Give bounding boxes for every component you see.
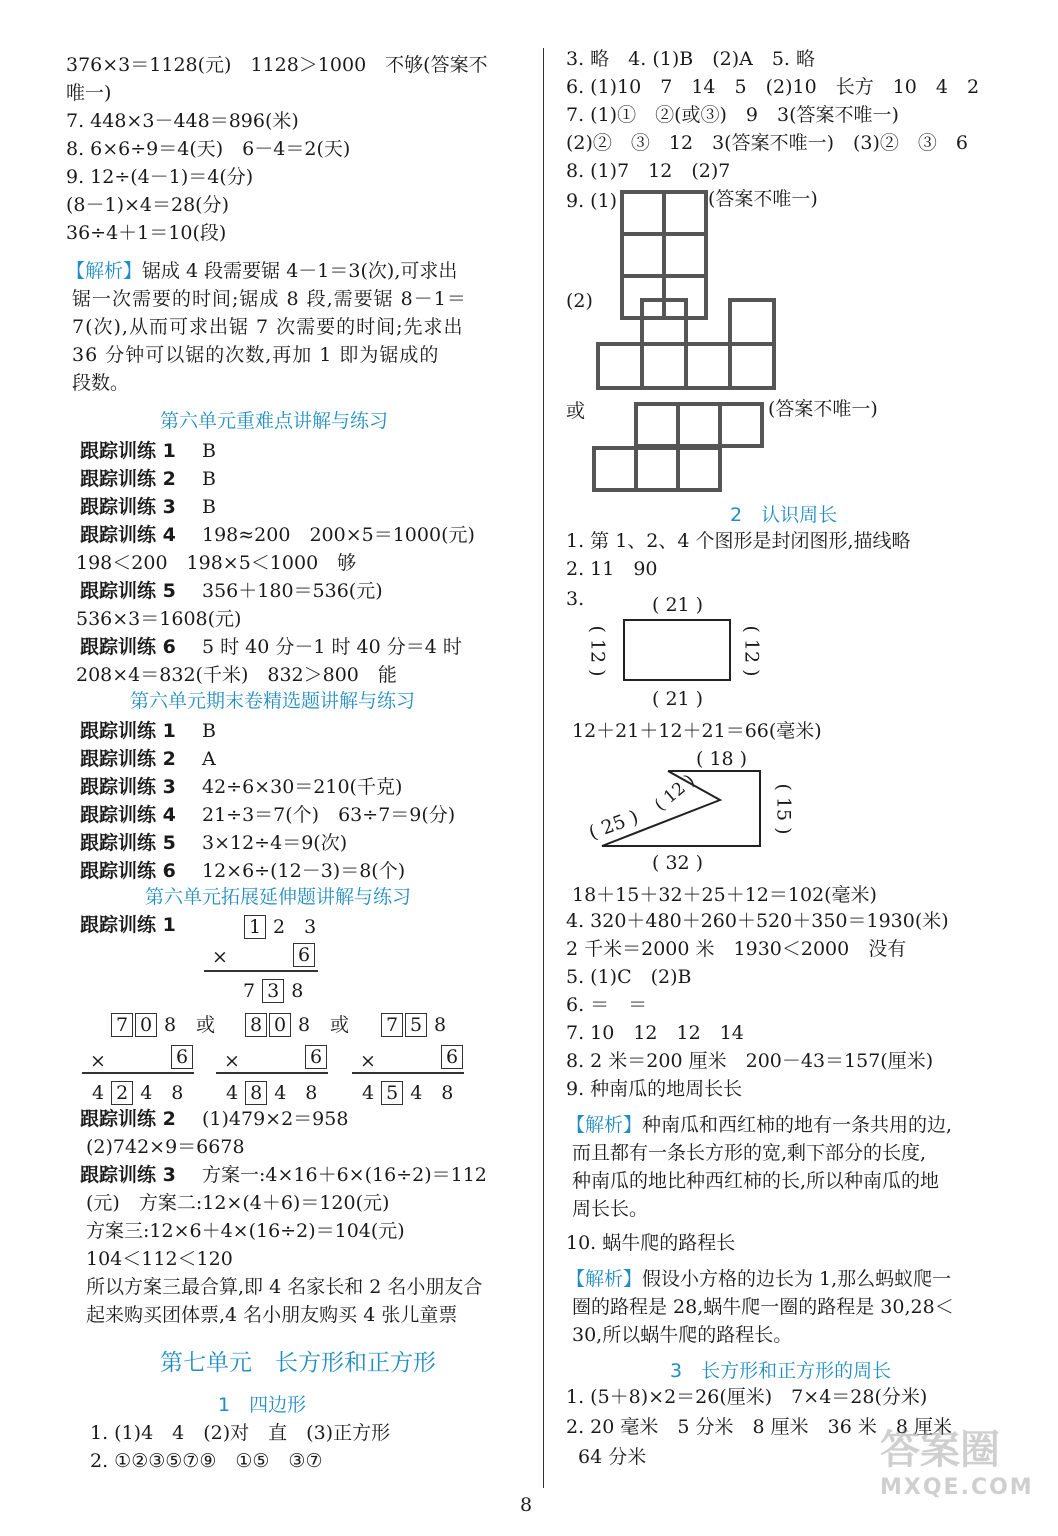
alt-mult-op: × — [224, 1050, 240, 1072]
q9-note: (答案不唯一) — [768, 398, 878, 420]
track-value: 198＜200 198×5＜1000 够 — [76, 552, 357, 574]
text-line: 7. (1)① ②(或③) 9 3(答案不唯一) — [566, 104, 899, 126]
text-line: 1. (1)4 4 (2)对 直 (3)正方形 — [90, 1422, 391, 1444]
alt-mult-result: 4 8 4 8 — [226, 1082, 318, 1104]
text-line: 7. 448×3－448＝896(米) — [66, 110, 299, 132]
analysis-line: 段数。 — [72, 372, 130, 394]
alt-mult-multiplier: 6 — [170, 1044, 194, 1070]
mult-top: 1 2 3 — [243, 914, 316, 940]
text-line: 36÷4＋1＝10(段) — [66, 222, 227, 244]
track-label: 跟踪训练 6 — [80, 636, 176, 658]
rect-label-left: ( 12 ) — [586, 625, 609, 677]
text-line: 7. 10 12 12 14 — [566, 1022, 744, 1044]
q9-label: 9. (1) — [566, 190, 618, 212]
shape-equation: 18＋15＋32＋25＋12＝102(毫米) — [572, 884, 877, 906]
text-line: 3. 略 4. (1)B (2)A 5. 略 — [566, 48, 816, 70]
text-line: 9. 12÷(4－1)＝4(分) — [66, 166, 254, 188]
text-line: 376×3＝1128(元) 1128＞1000 不够(答案不 — [66, 54, 488, 76]
alt-mult-top: 7 5 8 — [380, 1012, 446, 1038]
shape-label-right: ( 15 ) — [772, 783, 795, 835]
track-value: 起来购买团体票,4 名小朋友购买 4 张儿童票 — [86, 1304, 458, 1326]
track-label: 跟踪训练 1 — [80, 914, 176, 936]
alt-mult-result: 4 2 4 8 — [92, 1082, 184, 1104]
track-label: 跟踪训练 1 — [80, 720, 176, 742]
watermark-url: MXQE.COM — [880, 1475, 1034, 1500]
text-line: 4. 320＋480＋260＋520＋350＝1930(米) — [566, 910, 949, 932]
track-value: B — [202, 468, 216, 490]
or-word: 或 — [196, 1014, 216, 1036]
alt-mult-top: 7 0 8 — [110, 1012, 176, 1038]
text-line: 唯一) — [66, 82, 112, 104]
track-label: 跟踪训练 3 — [80, 776, 176, 798]
analysis-line: 36 分钟可以锯的次数,再加 1 即为锯成的 — [72, 344, 440, 366]
track-value: (元) 方案二:12×(4＋6)＝120(元) — [86, 1192, 390, 1214]
q9-or: 或 — [566, 400, 586, 422]
text-line: 9. 种南瓜的地周长长 — [566, 1078, 743, 1100]
mult-result: 7 3 8 — [243, 980, 304, 1002]
text-line: 1. (5＋8)×2＝26(厘米) 7×4＝28(分米) — [566, 1386, 928, 1408]
section-heading: 3 长方形和正方形的周长 — [670, 1360, 892, 1382]
unit-heading: 第七单元 长方形和正方形 — [160, 1350, 436, 1376]
rect-label-right: ( 12 ) — [740, 625, 763, 677]
alt-mult-result: 4 5 4 8 — [362, 1082, 454, 1104]
text-line: 2. ①②③⑤⑦⑨ ①⑤ ③⑦ — [90, 1450, 323, 1472]
text-line: 2. 20 毫米 5 分米 8 厘米 36 米 8 厘米 — [566, 1416, 952, 1438]
track-value: (1)479×2＝958 — [202, 1108, 349, 1130]
text-line: 10. 蜗牛爬的路程长 — [566, 1232, 736, 1254]
track-value: 方案一:4×16＋6×(16÷2)＝112 — [202, 1164, 487, 1186]
watermark-text: 答案圈 — [880, 1427, 1000, 1473]
alt-mult-top: 8 0 8 — [244, 1012, 310, 1038]
alt-mult-op: × — [90, 1050, 106, 1072]
analysis-line: 圈的路程是 28,蜗牛爬一圈的路程是 30,28＜ — [572, 1296, 954, 1318]
track-value: 12×6÷(12－3)＝8(个) — [202, 860, 406, 882]
or-word: 或 — [330, 1014, 350, 1036]
track-value: 198≈200 200×5＝1000(元) — [202, 524, 475, 546]
track-label: 跟踪训练 3 — [80, 1164, 176, 1186]
rect-label-bottom: ( 21 ) — [652, 688, 704, 710]
track-value: B — [202, 720, 216, 742]
track-value: 42÷6×30＝210(千克) — [202, 776, 403, 798]
rect-label-top: ( 21 ) — [652, 594, 704, 616]
track-value: 3×12÷4＝9(次) — [202, 832, 348, 854]
track-value: (2)742×9＝6678 — [86, 1136, 245, 1158]
alt-mult-op: × — [360, 1050, 376, 1072]
text-line: 6. ＝ ＝ — [566, 994, 648, 1016]
track-value: 所以方案三最合算,即 4 名家长和 2 名小朋友合 — [86, 1276, 483, 1298]
analysis-line: 种南瓜的地比种西红柿的长,所以种南瓜的地 — [572, 1170, 940, 1192]
mult-op: × — [212, 946, 228, 968]
track-value: 536×3＝1608(元) — [76, 608, 242, 630]
track-value: 方案三:12×6＋4×(16÷2)＝104(元) — [86, 1220, 405, 1242]
analysis-line: 【解析】锯成 4 段需要锯 4－1＝3(次),可求出 — [66, 260, 458, 282]
text-line: (8－1)×4＝28(分) — [66, 194, 230, 216]
section-heading: 2 认识周长 — [730, 504, 838, 526]
track-label: 跟踪训练 6 — [80, 860, 176, 882]
track-value: A — [202, 748, 216, 770]
analysis-line: 【解析】假设小方格的边长为 1,那么蚂蚁爬一 — [566, 1268, 952, 1290]
track-value: 356＋180＝536(元) — [202, 580, 383, 602]
alt-mult-multiplier: 6 — [304, 1044, 328, 1070]
mult-multiplier: 6 — [292, 942, 316, 968]
track-label: 跟踪训练 5 — [80, 580, 176, 602]
track-label: 跟踪训练 5 — [80, 832, 176, 854]
track-label: 跟踪训练 4 — [80, 524, 176, 546]
track-value: 21÷3＝7(个) 63÷7＝9(分) — [202, 804, 456, 826]
analysis-line: 7(次),从而可求出锯 7 次需要的时间;先求出 — [72, 316, 464, 338]
text-line: 64 分米 — [578, 1446, 647, 1468]
text-line: 8. (1)7 12 (2)7 — [566, 160, 731, 182]
alt-mult-multiplier: 6 — [440, 1044, 464, 1070]
text-line: 8. 2 米＝200 厘米 200－43＝157(厘米) — [566, 1050, 934, 1072]
analysis-line: 而且都有一条长方形的宽,剩下部分的长度, — [572, 1142, 927, 1164]
analysis-line: 周长长。 — [572, 1198, 649, 1220]
track-label: 跟踪训练 2 — [80, 748, 176, 770]
track-label: 跟踪训练 1 — [80, 440, 176, 462]
section-heading: 1 四边形 — [218, 1394, 307, 1416]
text-line: 6. (1)10 7 14 5 (2)10 长方 10 4 2 — [566, 76, 980, 98]
q9-note: (答案不唯一) — [708, 188, 818, 210]
section-heading: 第六单元拓展延伸题讲解与练习 — [145, 886, 412, 908]
text-line: 2 千米＝2000 米 1930＜2000 没有 — [566, 938, 907, 960]
section-heading: 第六单元重难点讲解与练习 — [160, 410, 389, 432]
q9-part2-label: (2) — [566, 290, 593, 312]
shape-label-top: ( 18 ) — [696, 748, 748, 770]
rect-equation: 12＋21＋12＋21＝66(毫米) — [572, 720, 822, 742]
track-label: 跟踪训练 2 — [80, 1108, 176, 1130]
shape-label-left: ( 25 ) — [585, 805, 642, 845]
shape-label-inner: ( 12 ) — [650, 770, 699, 816]
text-line: 5. (1)C (2)B — [566, 966, 692, 988]
watermark-logo — [880, 1418, 1050, 1528]
track-label: 跟踪训练 4 — [80, 804, 176, 826]
track-label: 跟踪训练 3 — [80, 496, 176, 518]
page-number: 8 — [520, 1494, 533, 1516]
text-line: 8. 6×6÷9＝4(天) 6－4＝2(天) — [66, 138, 351, 160]
text-line: 3. — [566, 588, 585, 610]
analysis-tag: 【解析】 — [66, 260, 143, 282]
section-heading: 第六单元期末卷精选题讲解与练习 — [130, 690, 416, 712]
analysis-line: 30,所以蜗牛爬的路程长。 — [572, 1324, 793, 1346]
text-line: 2. 11 90 — [566, 558, 658, 580]
analysis-line: 【解析】种南瓜和西红柿的地有一条共用的边, — [566, 1114, 953, 1136]
track-value: B — [202, 440, 216, 462]
track-value: 104＜112＜120 — [86, 1248, 233, 1270]
track-value: 5 时 40 分－1 时 40 分＝4 时 — [202, 636, 462, 658]
text-line: 1. 第 1、2、4 个图形是封闭图形,描线略 — [566, 530, 911, 552]
analysis-line: 锯一次需要的时间;锯成 8 段,需要锯 8－1＝ — [72, 288, 467, 310]
shape-label-bottom: ( 32 ) — [652, 852, 704, 874]
text-line: (2)② ③ 12 3(答案不唯一) (3)② ③ 6 — [566, 132, 969, 154]
track-value: 208×4＝832(千米) 832＞800 能 — [76, 664, 397, 686]
track-label: 跟踪训练 2 — [80, 468, 176, 490]
track-value: B — [202, 496, 216, 518]
